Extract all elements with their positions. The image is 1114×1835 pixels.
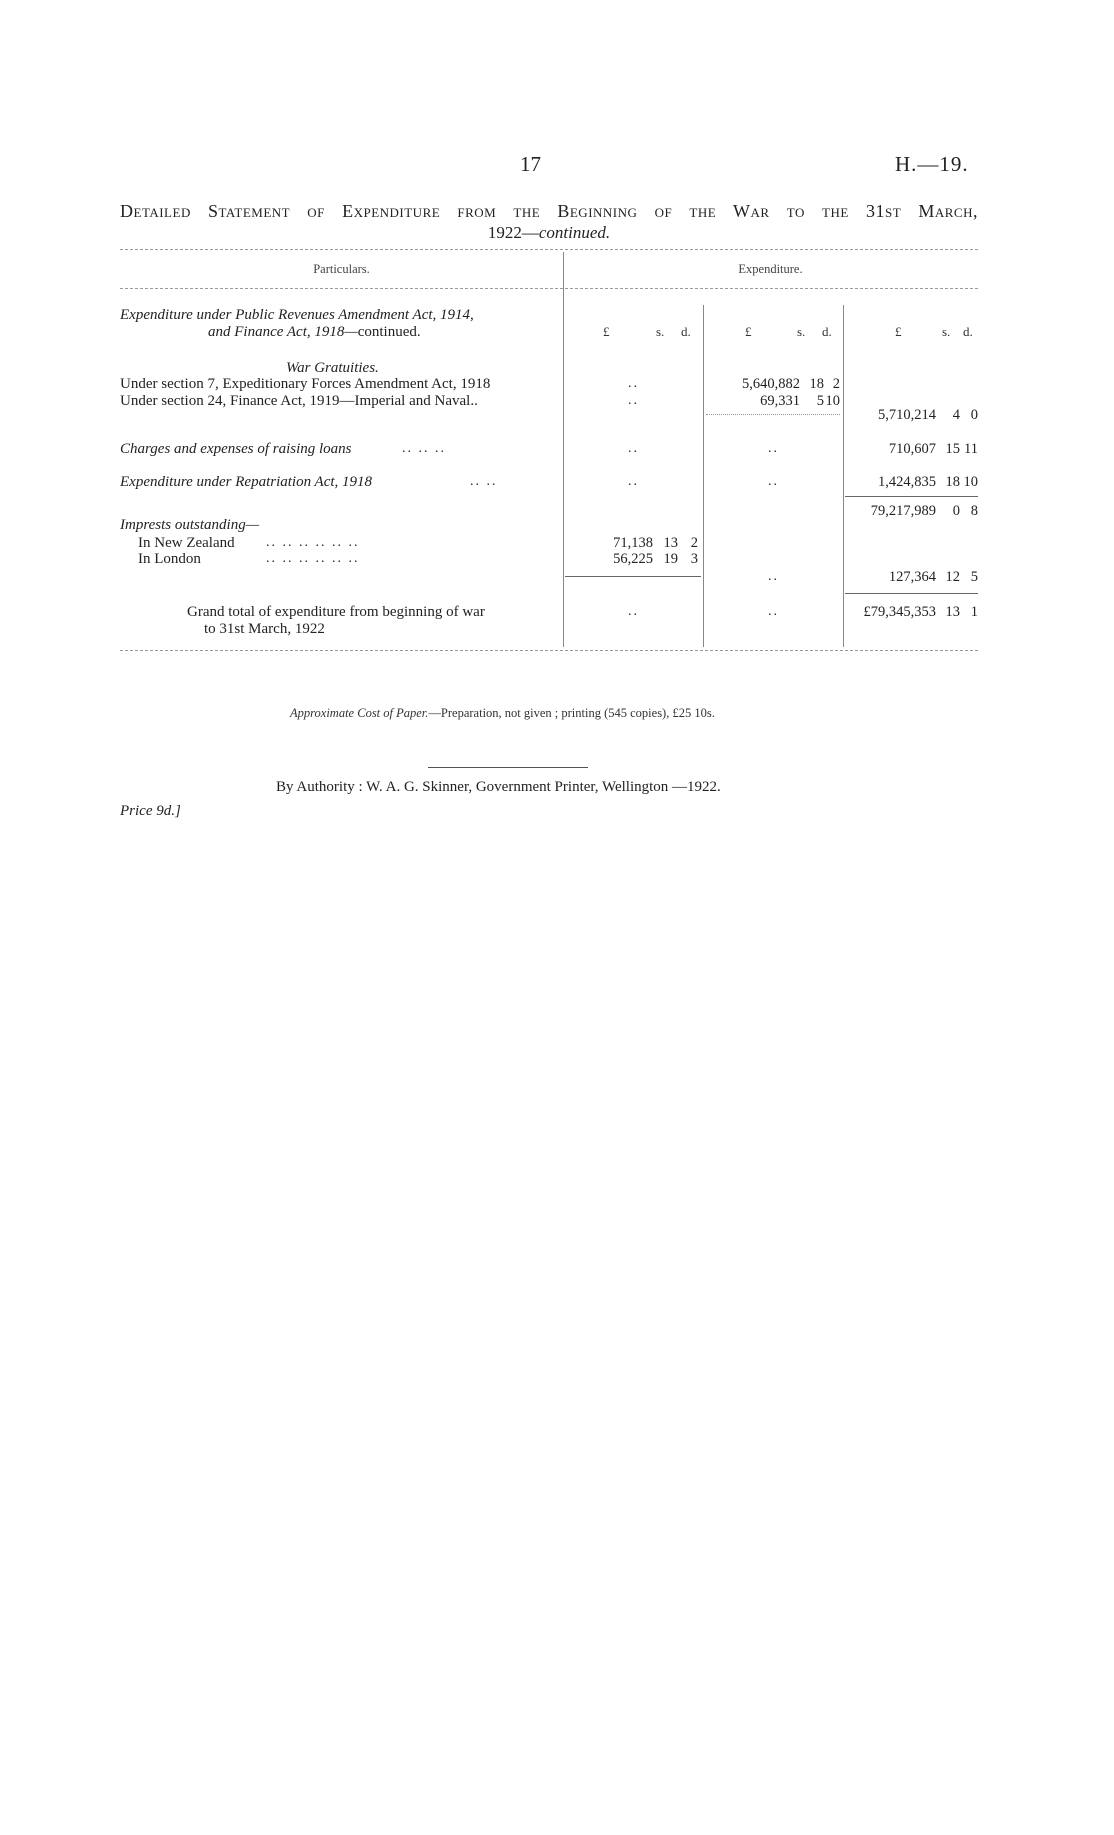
imprests-heading: Imprests outstanding— <box>120 517 260 533</box>
approximate-cost-line <box>290 706 715 721</box>
header-particulars: Particulars. <box>313 262 370 276</box>
grand-total-s: 13 <box>945 604 960 620</box>
table-top-rule <box>120 249 978 250</box>
footer-rule <box>428 767 588 768</box>
grand-total-label: Grand total of expenditure from beginning of war <box>187 604 485 620</box>
war-gratuities-sum-rule <box>706 414 840 415</box>
charges-leader-dots: .. .. .. <box>402 441 446 456</box>
imprests-nz-pounds: 71,138 <box>613 535 653 551</box>
imprests-london-d: 3 <box>690 551 698 567</box>
repatriation-pounds: 1,424,835 <box>878 474 936 490</box>
statement-title-continued <box>120 223 978 243</box>
title-year: 1922— <box>487 223 539 242</box>
grand-total-col2: .. <box>768 604 779 619</box>
col3-pence: d. <box>963 324 973 339</box>
column-divider-2 <box>843 305 844 647</box>
grand-total-col1: .. <box>628 604 639 619</box>
imprests-total-d: 5 <box>970 569 978 585</box>
war-gratuities-heading: War Gratuities. <box>286 360 379 376</box>
continued-label: continued. <box>357 324 421 340</box>
col3-pound-symbol: £ <box>895 324 902 339</box>
charges-col1: .. <box>628 441 639 456</box>
approximate-cost-label: Approximate Cost of Paper. <box>290 706 429 720</box>
repatriation-leader-dots: .. .. <box>470 474 498 489</box>
col1-shillings: s. <box>656 324 665 339</box>
charges-label: Charges and expenses of raising loans <box>120 441 352 457</box>
page-number: 17 <box>520 152 541 176</box>
imprests-nz-s: 13 <box>663 535 678 551</box>
title-continued: continued. <box>538 223 611 242</box>
repatriation-col1: .. <box>628 474 639 489</box>
subtotal-s: 0 <box>952 503 960 519</box>
war-gratuities-row-1-pounds: 5,640,882 <box>742 376 800 392</box>
document-reference: H.—19. <box>895 152 969 176</box>
imprests-nz-leader-dots: .. .. .. .. .. .. <box>266 535 360 550</box>
imprests-london-pounds: 56,225 <box>613 551 653 567</box>
imprests-total-s: 12 <box>945 569 960 585</box>
grand-total-label-line-2: to 31st March, 1922 <box>204 621 325 637</box>
imprests-total-pounds: 127,364 <box>888 569 936 585</box>
imprests-london-leader-dots: .. .. .. .. .. .. <box>266 551 360 566</box>
charges-pounds: 710,607 <box>888 441 936 457</box>
charges-col2: .. <box>768 441 779 456</box>
war-gratuities-row-2-col1: .. <box>628 393 639 408</box>
col2-pence: d. <box>822 324 832 339</box>
approximate-cost-text: —Preparation, not given ; printing (545 copies), £25 10s. <box>428 706 715 720</box>
imprests-sum-rule <box>565 576 701 577</box>
grand-total-rule <box>845 593 978 594</box>
table-header-rule <box>120 288 978 289</box>
repatriation-s: 18 <box>945 474 960 490</box>
war-gratuities-row-1-col1: .. <box>628 376 639 391</box>
col1-pence: d. <box>681 324 691 339</box>
imprests-london-label: In London <box>138 551 201 567</box>
col3-shillings: s. <box>942 324 951 339</box>
col1-pound-symbol: £ <box>603 324 610 339</box>
subtotal-d: 8 <box>970 503 978 519</box>
imprests-nz-label: In New Zealand <box>138 535 235 551</box>
repatriation-col2: .. <box>768 474 779 489</box>
section-heading-finance-act <box>208 324 421 341</box>
charges-d: 11 <box>964 441 978 457</box>
price-line: Price 9d.] <box>120 803 181 819</box>
war-gratuities-row-1-d: 2 <box>832 376 840 392</box>
subtotal-pounds: 79,217,989 <box>870 503 936 519</box>
table-bottom-rule <box>120 650 978 651</box>
war-gratuities-total-s: 4 <box>952 407 960 423</box>
war-gratuities-row-2-label: Under section 24, Finance Act, 1919—Imperial and Naval.. <box>120 393 478 409</box>
war-gratuities-total-pounds: 5,710,214 <box>878 407 936 423</box>
war-gratuities-row-1-s: 18 <box>809 376 824 392</box>
war-gratuities-total-d: 0 <box>970 407 978 423</box>
authority-line: By Authority : W. A. G. Skinner, Government Printer, Wellington —1922. <box>276 779 721 795</box>
imprests-london-s: 19 <box>663 551 678 567</box>
repatriation-d: 10 <box>963 474 978 490</box>
column-divider-particulars <box>563 252 564 647</box>
header-expenditure: Expenditure. <box>738 262 803 276</box>
subtotal-rule <box>845 496 978 497</box>
war-gratuities-row-2-pounds: 69,331 <box>760 393 800 409</box>
col2-pound-symbol: £ <box>745 324 752 339</box>
imprests-nz-d: 2 <box>690 535 698 551</box>
imprests-col2: .. <box>768 569 779 584</box>
grand-total-pounds: £79,345,353 <box>863 604 936 620</box>
finance-act-label: and Finance Act, 1918— <box>208 324 358 340</box>
grand-total-d: 1 <box>970 604 978 620</box>
column-divider-1 <box>703 305 704 647</box>
repatriation-label: Expenditure under Repatriation Act, 1918 <box>120 474 373 490</box>
col2-shillings: s. <box>797 324 806 339</box>
statement-title: Detailed Statement of Expenditure from the Beginning of the War to the 31st March, <box>120 201 978 221</box>
war-gratuities-row-2-s: 5 <box>816 393 824 409</box>
war-gratuities-row-2-d: 10 <box>825 393 840 409</box>
section-heading-public-revenues: Expenditure under Public Revenues Amendment Act, 1914, <box>120 307 474 323</box>
war-gratuities-row-1-label: Under section 7, Expeditionary Forces Amendment Act, 1918 <box>120 376 491 392</box>
charges-s: 15 <box>945 441 960 457</box>
